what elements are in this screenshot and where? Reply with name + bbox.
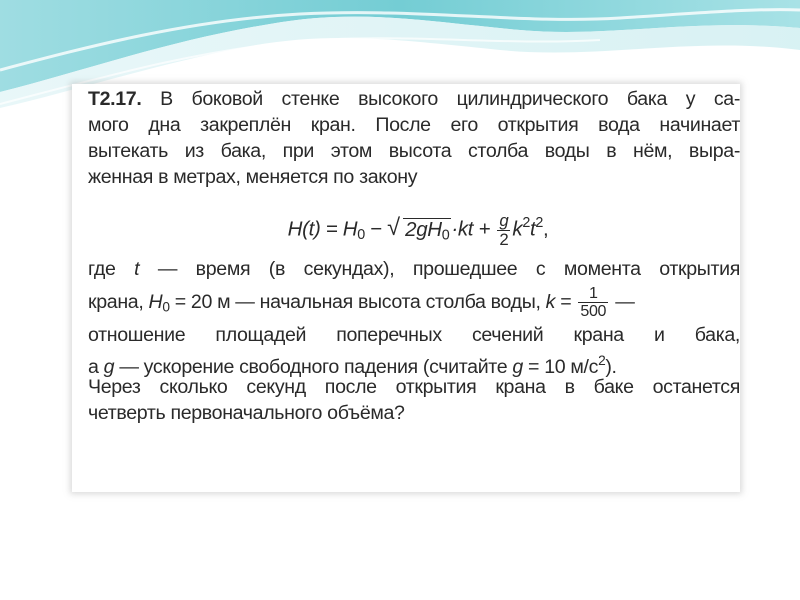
formula-lhs: H(t) = H bbox=[287, 217, 358, 241]
body-line-4-a: а bbox=[88, 356, 104, 379]
var-g-2: g bbox=[512, 356, 523, 379]
formula-k-exp: 2 bbox=[522, 215, 530, 231]
intro-line-4: женная в метрах, меняется по закону bbox=[88, 166, 418, 188]
body-line-4-c: = 10 м/с bbox=[522, 356, 599, 379]
formula-fraction bbox=[497, 212, 510, 248]
intro-line-1-text: В боковой стенке высокого цилиндрического бака у са- bbox=[160, 88, 740, 110]
body-line-1-a: где bbox=[88, 258, 135, 280]
intro-line-1 bbox=[88, 86, 740, 112]
formula-k: k bbox=[512, 217, 523, 241]
body-line-4-d: ). bbox=[605, 356, 617, 379]
formula-sqrt-sub: 0 bbox=[441, 227, 450, 244]
body-line-3: отношение площадей поперечных сечений крана и бака, bbox=[88, 324, 740, 346]
body-line-2-a: крана, bbox=[88, 291, 149, 313]
body-line-4 bbox=[88, 348, 740, 379]
formula-frac-den: 2 bbox=[499, 229, 509, 249]
formula-t-exp: 2 bbox=[535, 215, 543, 231]
body-line-2-dash: — bbox=[610, 291, 635, 313]
formula-minus: − bbox=[364, 217, 388, 241]
intro-line-3: вытекать из бака, при этом высота столба воды в нём, выра- bbox=[88, 140, 740, 162]
formula-sqrt bbox=[387, 197, 451, 263]
formula-comma: , bbox=[542, 217, 549, 241]
k-frac-den: 500 bbox=[580, 302, 607, 321]
body-line-4-b: — ускорение свободного падения (считайте bbox=[114, 356, 513, 379]
formula-after-sqrt: ·kt + bbox=[451, 217, 496, 241]
var-t: t bbox=[134, 258, 140, 280]
body-line-6: четверть первоначального объёма? bbox=[88, 402, 405, 424]
problem-number: Т2.17. bbox=[88, 88, 142, 110]
k-frac-num: 1 bbox=[578, 285, 608, 303]
formula bbox=[88, 190, 740, 256]
body-line-1-b: — время (в секундах), прошедшее с момента открытия bbox=[139, 258, 740, 280]
var-g: g bbox=[103, 356, 115, 379]
k-fraction bbox=[578, 285, 608, 320]
problem-text bbox=[88, 86, 740, 426]
body-line-5: Через сколько секунд после открытия крана в баке останется bbox=[88, 376, 740, 398]
var-k: k bbox=[545, 291, 556, 313]
var-H-sub: 0 bbox=[162, 299, 170, 315]
formula-sqrt-body: 2gH bbox=[405, 217, 442, 241]
body-line-2 bbox=[88, 282, 740, 322]
body-line-4-exp: 2 bbox=[598, 353, 606, 368]
formula-t: t bbox=[529, 217, 536, 241]
body-line-2-b: = 20 м — начальная высота столба воды, bbox=[169, 291, 546, 313]
var-H: H bbox=[148, 291, 163, 313]
intro-line-2: мого дна закреплён кран. После его открытия вода начинает bbox=[88, 114, 740, 136]
sqrt-sign-icon: √ bbox=[387, 213, 400, 240]
formula-lhs-sub: 0 bbox=[357, 227, 365, 244]
formula-frac-num: g bbox=[499, 211, 509, 231]
body-line-2-eq: = bbox=[555, 291, 577, 313]
